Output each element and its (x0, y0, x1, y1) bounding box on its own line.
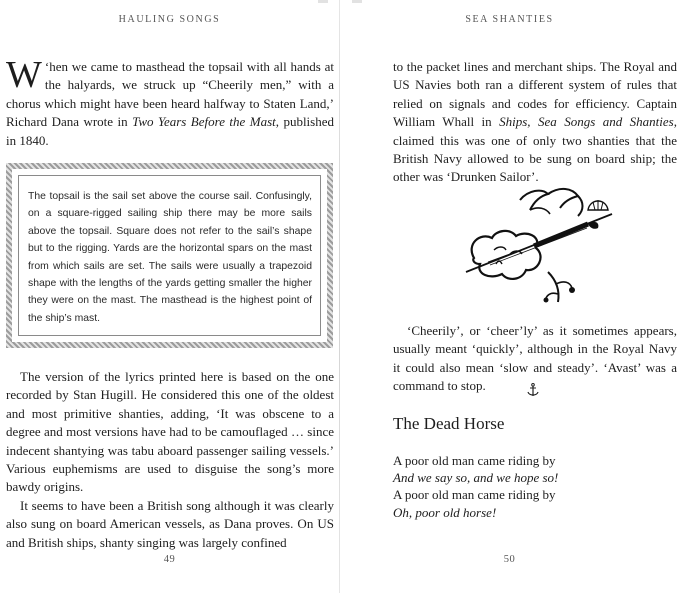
page-number-right: 50 (503, 554, 516, 565)
verse-chorus-line: And we say so, and we hope so! (393, 470, 559, 486)
anchor-icon (527, 383, 539, 397)
whall-book-title: Ships, Sea Songs and Shanties (499, 114, 674, 130)
verse-line: A poor old man came riding by (393, 453, 556, 468)
cheerily-text: ‘Cheerily’, or ‘cheer’ly’ as it sometimes appears, usually meant ‘quickly’, although in the Royal Navy it could also mean ‘slow and steady’. ‘Avast’ was a command to stop. (393, 323, 677, 394)
paragraph-british-song: It seems to have been a British song although it was clearly also sung on board American vessels, as Dana proves. On US and British ships, shanty singing was largely confined (6, 497, 334, 550)
running-head-right: SEA SHANTIES (465, 14, 554, 25)
paragraph-lyrics-version: The version of the lyrics printed here is based on the one recorded by Stan Hugill. He considered this one of the oldest and most primitive shanties, adding, ‘It was obscene to a degree and most versions have had to be camouflaged … since indecent shantying was tabu aboard passenger sailing vessels.’ Various euphemisms are used to disguise the song’s more bawdy origins. (6, 369, 334, 495)
sidebar-text (28, 188, 312, 327)
song-verse (393, 452, 558, 521)
right-page (340, 0, 679, 593)
violin-with-seaweed-and-shell-icon (460, 180, 620, 310)
navies-text-end: , claimed this was one of only two shanties that the British Navy allowed to be sung on board ship; the other was ‘Drunken Sailor’. (393, 114, 677, 185)
song-title: The Dead Horse (393, 414, 505, 433)
drop-cap: W (6, 54, 42, 96)
intro-paragraph (6, 54, 334, 150)
page-number-left: 49 (163, 554, 176, 565)
navies-text: to the packet lines and merchant ships. The Royal and US Navies both ran a different system of rules that relied on signals and codes for efficiency. Captain William Whall in (393, 59, 677, 130)
sidebar-box (6, 163, 333, 348)
book-title: Two Years Before the Mast (132, 114, 276, 130)
open-quote: ‘ (44, 59, 50, 74)
verse-chorus-line: Oh, poor old horse! (393, 504, 497, 520)
paragraph-navies (393, 58, 677, 187)
body-text-left (6, 368, 334, 552)
intro-text-end: , published in 1840. (6, 114, 334, 148)
running-head-left: HAULING SONGS (118, 14, 221, 25)
verse-line: A poor old man came riding by (393, 487, 556, 503)
intro-text: hen we came to masthead the topsail with all hands at the halyards, we struck up “Cheerily men,” with a chorus which might have been heard halfway to Staten Land,’ Richard Dana wrote in (6, 59, 334, 130)
sidebar-paragraph: The topsail is the sail set above the course sail. Confusingly, on a square-rigged sailing ship there may be more sails above the topsail. Square does not refer to the sail’s shape but to the rigging. Yards are the horizontal spars on the mast from which sails are set. The sails were usually a trapezoid shape with the lengths of the yards getting smaller the higher they were on the mast. The masthead is the highest point of the ship’s mast. (28, 191, 312, 324)
left-page (0, 0, 339, 593)
